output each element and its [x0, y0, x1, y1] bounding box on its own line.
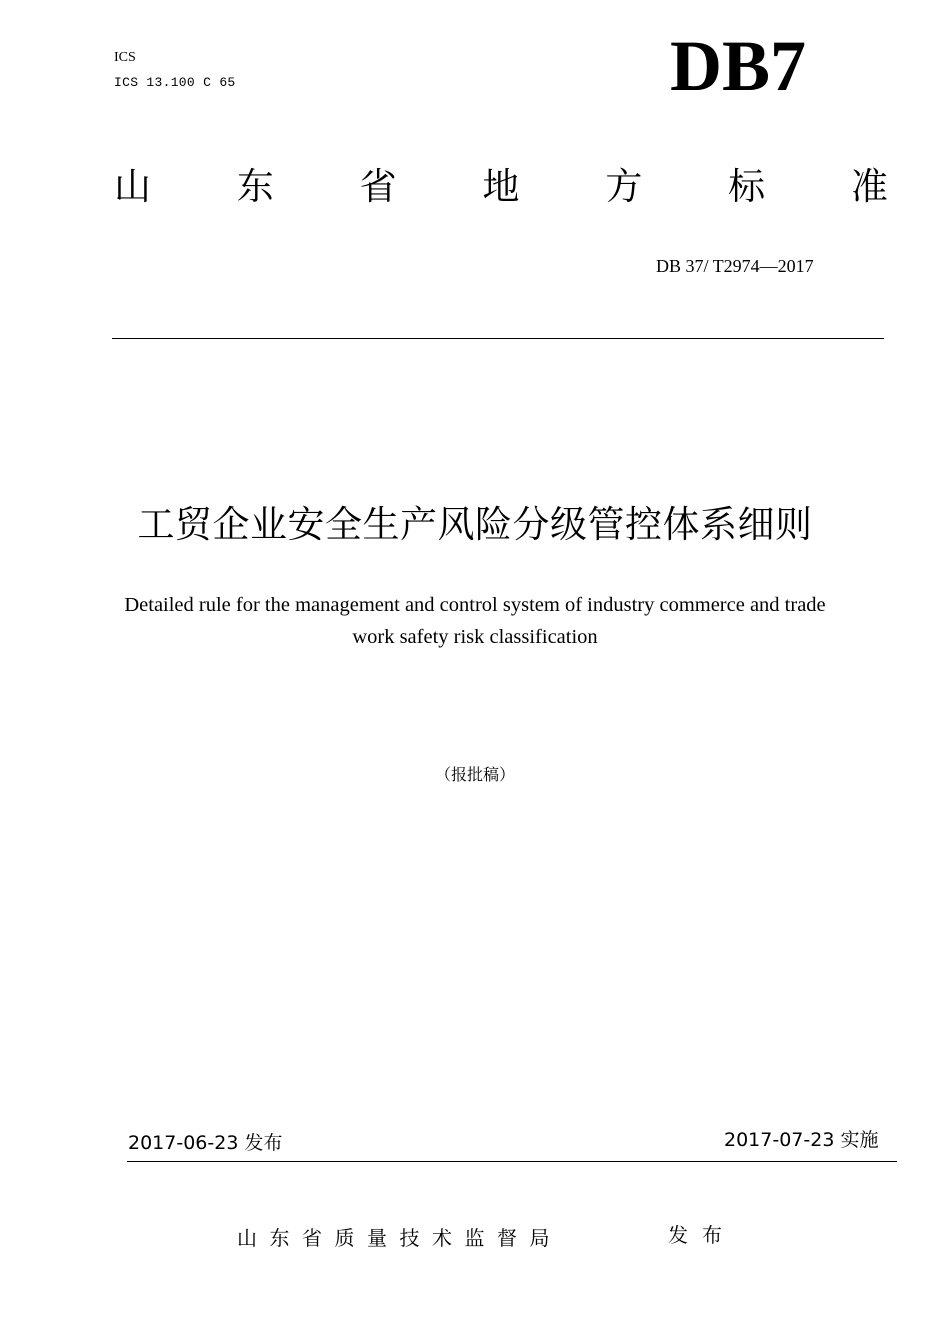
top-divider: [112, 338, 884, 339]
ics-label: ICS: [114, 50, 136, 65]
draft-status-note: （报批稿）: [434, 765, 515, 784]
issue-label: 发布: [668, 1223, 736, 1247]
category-char: 方: [605, 165, 643, 208]
category-char: 地: [482, 165, 520, 208]
category-char: 山: [114, 165, 151, 208]
publish-date: 2017-06-23 发布: [128, 1132, 283, 1154]
implementation-date: 2017-07-23 实施: [724, 1129, 879, 1151]
category-char: 标: [728, 165, 766, 208]
document-title-chinese: 工贸企业安全生产风险分级管控体系细则: [137, 503, 813, 546]
document-title-english-line1: Detailed rule for the management and control system of industry commerce and trade: [124, 594, 826, 616]
issuing-authority: 山东省质量技术监督局: [237, 1226, 562, 1250]
standard-number: DB 37/ T2974—2017: [656, 256, 814, 276]
document-title-english-line2: work safety risk classification: [352, 626, 598, 648]
bottom-divider: [127, 1161, 897, 1162]
standard-category-heading: [114, 165, 888, 208]
db-standard-mark: DB7: [670, 26, 807, 106]
category-char: 东: [236, 165, 274, 208]
ics-classification-code: ICS 13.100 C 65: [114, 75, 236, 90]
category-char: 省: [359, 165, 397, 208]
category-char: 准: [850, 165, 888, 208]
